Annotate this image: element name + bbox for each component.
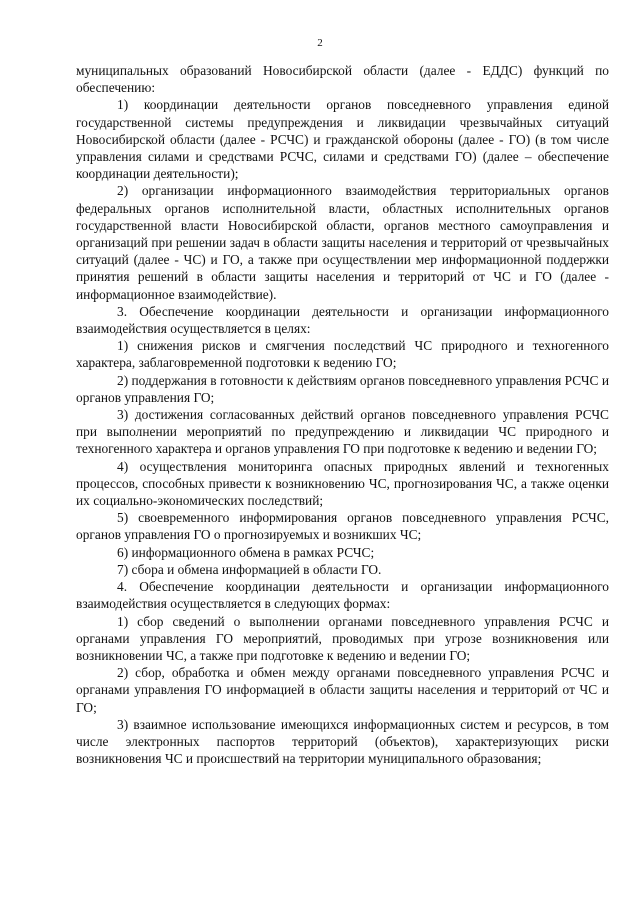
paragraph: 2) сбор, обработка и обмен между органами повседневного управления РСЧС и органами управления ГО информацией в области защиты населения и территорий от ЧС и ГО; xyxy=(76,665,609,715)
page-number: 2 xyxy=(317,37,323,49)
paragraph: 4. Обеспечение координации деятельности и организации информационного взаимодействия осуществляется в следующих формах: xyxy=(76,579,609,612)
paragraph: 7) сбора и обмена информацией в области ГО. xyxy=(117,561,382,577)
paragraph: 1) координации деятельности органов повседневного управления единой государственной системы предупреждения и ликвидации чрезвычайных ситуаций Новосибирской области (далее - РСЧС) и гражданской обороны (далее - ГО) (в том числе управления силами и средствами РСЧС, силами и средствами ГО) (далее – обеспечение координации деятельности); xyxy=(76,97,609,182)
paragraph: муниципальных образований Новосибирской области (далее - ЕДДС) функций по обеспечению: xyxy=(76,63,609,96)
paragraph: 4) осуществления мониторинга опасных природных явлений и техногенных процессов, способных привести к возникновению ЧС, прогнозирования ЧС, а также оценки их социально-экономических последствий; xyxy=(76,458,609,509)
paragraph: 5) своевременного информирования органов повседневного управления РСЧС, органов управления ГО о прогнозируемых и возникших ЧС; xyxy=(76,510,609,543)
paragraph: 1) сбор сведений о выполнении органами повседневного управления РСЧС и органами управления ГО мероприятий, проводимых при угрозе возникновения или возникновении ЧС, а также при подготовке к ведению и ведении ГО; xyxy=(76,613,609,663)
paragraph: 1) снижения рисков и смягчения последствий ЧС природного и техногенного характера, заблаговременной подготовки к ведению ГО; xyxy=(76,338,609,371)
paragraph: 2) организации информационного взаимодействия территориальных органов федеральных органов исполнительной власти, областных исполнительных органов государственной власти Новосибирской области, органов местного самоуправления и организаций при решении задач в области защиты населения и территорий от чрезвычайных ситуаций (далее - ЧС) и ГО, а также при осуществлении мер информационной поддержки принятия решений в области защиты населения и территорий от ЧС и ГО (далее - информационное взаимодействие). xyxy=(76,183,609,302)
paragraph: 6) информационного обмена в рамках РСЧС; xyxy=(117,544,375,560)
paragraph: 3) достижения согласованных действий органов повседневного управления РСЧС при выполнении мероприятий по предупреждению и ликвидации ЧС природного и техногенного характера и органов управления ГО при подготовке к ведению и ведении ГО; xyxy=(76,407,609,457)
paragraph: 2) поддержания в готовности к действиям органов повседневного управления РСЧС и органов управления ГО; xyxy=(76,372,609,405)
paragraph: 3) взаимное использование имеющихся информационных систем и ресурсов, в том числе электронных паспортов территорий (объектов), характеризующих риски возникновения ЧС и происшествий на территории муниципального образования; xyxy=(76,716,609,767)
document-body xyxy=(76,62,609,767)
paragraph: 3. Обеспечение координации деятельности и организации информационного взаимодействия осуществляется в целях: xyxy=(76,303,609,337)
